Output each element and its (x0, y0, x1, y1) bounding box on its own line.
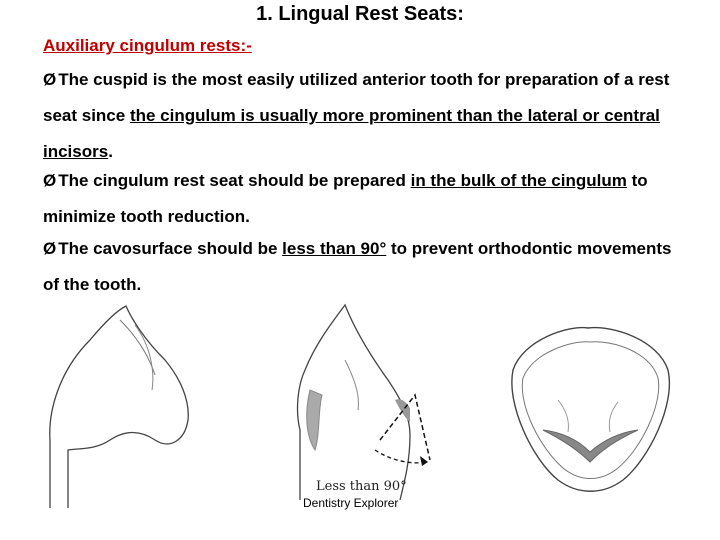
bullet-text: The cavosurface should be (58, 239, 283, 258)
bullet-arrow-icon: Ø (43, 70, 57, 89)
bullet-underlined-text: less than 90° (282, 239, 387, 258)
bullet-cuspid (43, 62, 683, 170)
bullet-arrow-icon: Ø (43, 239, 57, 258)
bullet-cavosurface (43, 231, 683, 303)
bullet-cingulum (43, 163, 683, 235)
bullet-text-end: to prevent orthodontic movements of the tooth. (43, 239, 672, 294)
occlusal-view-figure (498, 310, 678, 500)
bullet-underlined-text: in the bulk of the cingulum (410, 171, 627, 190)
bullet-text-end: to minimize tooth reduction. (43, 171, 648, 226)
slide-subtitle: Auxiliary cingulum rests:- (43, 36, 252, 55)
slide-title: 1. Lingual Rest Seats: (256, 3, 464, 25)
image-credit: Dentistry Explorer (303, 496, 399, 510)
bullet-arrow-icon: Ø (43, 171, 57, 190)
cuspid-outline-figure (40, 300, 210, 512)
bullet-text: The cuspid is the most easily utilized anterior tooth for preparation of a rest seat since (43, 70, 670, 125)
bullet-underlined-text: the cingulum is usually more prominent than the lateral or central incisors (43, 106, 660, 161)
bullet-text: The cingulum rest seat should be prepared (58, 171, 411, 190)
rest-seat-angle-figure (270, 300, 450, 500)
angle-label: Less than 90° (316, 479, 407, 494)
bullet-text-end: . (108, 142, 113, 161)
